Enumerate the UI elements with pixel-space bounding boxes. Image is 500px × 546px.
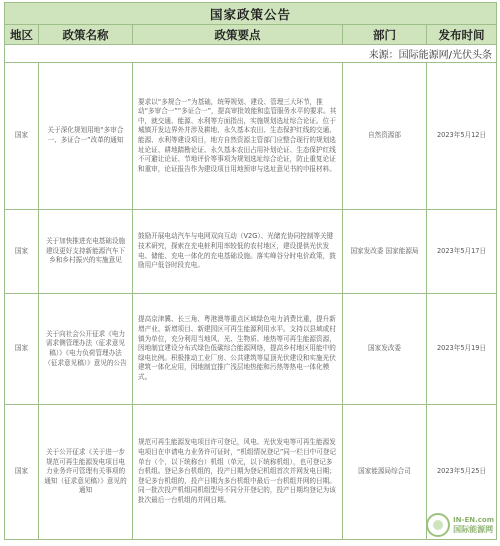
table-row <box>5 294 497 405</box>
region-cell: 国家 <box>5 210 39 294</box>
policy-points-cell: 要求以“多规合一”为基础，统筹规划、建设、管理三大环节，推动“多审合一”“多证合一”，提高审批效能和监管服务水平的要求。其中，就交通、能源、水利等方面指出，实施规划选址综合论证。位于城镇开发边界外并涉及耕地、永久基本农田、生态保护红线的交通、能源、水利等建设项目，地方自然资源主管部门应整合现行的规划选址论证、耕地踏勘论证、永久基本农田占用补划论证、生态保护红线不可避让论证、节地评价等事项为规划选址综合论证，防止重复论证和重审，论证报告作为建设项目用地预审与选址意见书的申报材料。 <box>133 63 343 210</box>
watermark-bottom-text: 国际能源网 <box>453 525 494 534</box>
department-cell: 国家能源局综合司 <box>343 405 427 540</box>
table-header-row <box>5 25 497 45</box>
policy-name-cell: 关于向社会公开征求《电力需求侧管理办法（征求意见稿）》《电力负荷管理办法（征求意见稿）》意见的公告 <box>39 294 133 405</box>
table-row <box>5 63 497 210</box>
header-department: 部门 <box>343 25 427 45</box>
department-cell: 自然资源部 <box>343 63 427 210</box>
region-cell: 国家 <box>5 294 39 405</box>
policy-points-cell: 提高京津冀、长三角、粤港澳等重点区域绿色电力消费比重，提升新增产业、新增项目、新建园区可再生能源利用水平。支持以县域或村镇为单位，充分利用当地风、光、生物质、地热等可再生能源资源，因地制宜建设分布式绿色低碳综合能源网络，提高乡村地区用能中的绿电比例。积极推动工业厂房、公共建筑等屋顶光伏建设和实施光伏建筑一体化应用，因地制宜推广浅层地热能和污热等热电一体化模式。 <box>133 294 343 405</box>
table-title-row <box>5 3 497 25</box>
department-cell: 国家发改委 <box>343 294 427 405</box>
policy-name-cell: 关于公开征求《关于进一步规范可再生能源发电项目电力业务许可管理有关事项的通知（征求意见稿）》意见的通知 <box>39 405 133 540</box>
watermark-text <box>453 516 494 534</box>
header-region: 地区 <box>5 25 39 45</box>
source-text: 来源：国际能源网/光伏头条 <box>5 45 497 63</box>
publish-date-cell: 2023年5月19日 <box>427 294 497 405</box>
header-policy-name: 政策名称 <box>39 25 133 45</box>
watermark-top-text: IN-EN.com <box>453 516 494 524</box>
policy-points-cell: 鼓励开展电动汽车与电网双向互动（V2G）、光储充协同控制等关键技术研究，探索在充电桩利用率较低的农村地区，建设提供光伏发电、储能、充电一体化的充电基础设施。落实峰谷分时电价政策，鼓励用户低谷时段充电。 <box>133 210 343 294</box>
policy-name-cell: 关于加快推进充电基础设施建设更好支持新能源汽车下乡和乡村振兴的实施意见 <box>39 210 133 294</box>
policy-table <box>4 2 497 540</box>
source-row <box>5 45 497 63</box>
table-title: 国家政策公告 <box>5 3 497 25</box>
in-en-watermark <box>404 510 494 540</box>
header-policy-points: 政策要点 <box>133 25 343 45</box>
region-cell: 国家 <box>5 405 39 540</box>
table-row <box>5 210 497 294</box>
region-cell: 国家 <box>5 63 39 210</box>
department-cell: 国家发改委 国家能源局 <box>343 210 427 294</box>
publish-date-cell: 2023年5月25日 <box>427 405 497 540</box>
policy-points-cell: 规范可再生能源发电项目许可登记，风电、光伏发电等可再生能源发电项目在申请电力业务许可证时，“机组情况登记”同一栏目中可登记单台（个，以下统称台）机组（单元，以下统称机组），也可登记多台机组。登记多台机组的，投产日期为登记机组首次并网发电日期；登记多台机组的，投产日期为多台机组中最后一台机组并网的日期。同一批次投产机组同机组型号不同分开登记的，投产日期均登记为该批次最后一台机组的并网日期。 <box>133 405 343 540</box>
publish-date-cell: 2023年5月12日 <box>427 63 497 210</box>
publish-date-cell: 2023年5月17日 <box>427 210 497 294</box>
header-publish-date: 发布时间 <box>427 25 497 45</box>
policy-name-cell: 关于深化规划用地“多审合一、多证合一”改革的通知 <box>39 63 133 210</box>
in-en-logo-icon <box>426 513 450 537</box>
